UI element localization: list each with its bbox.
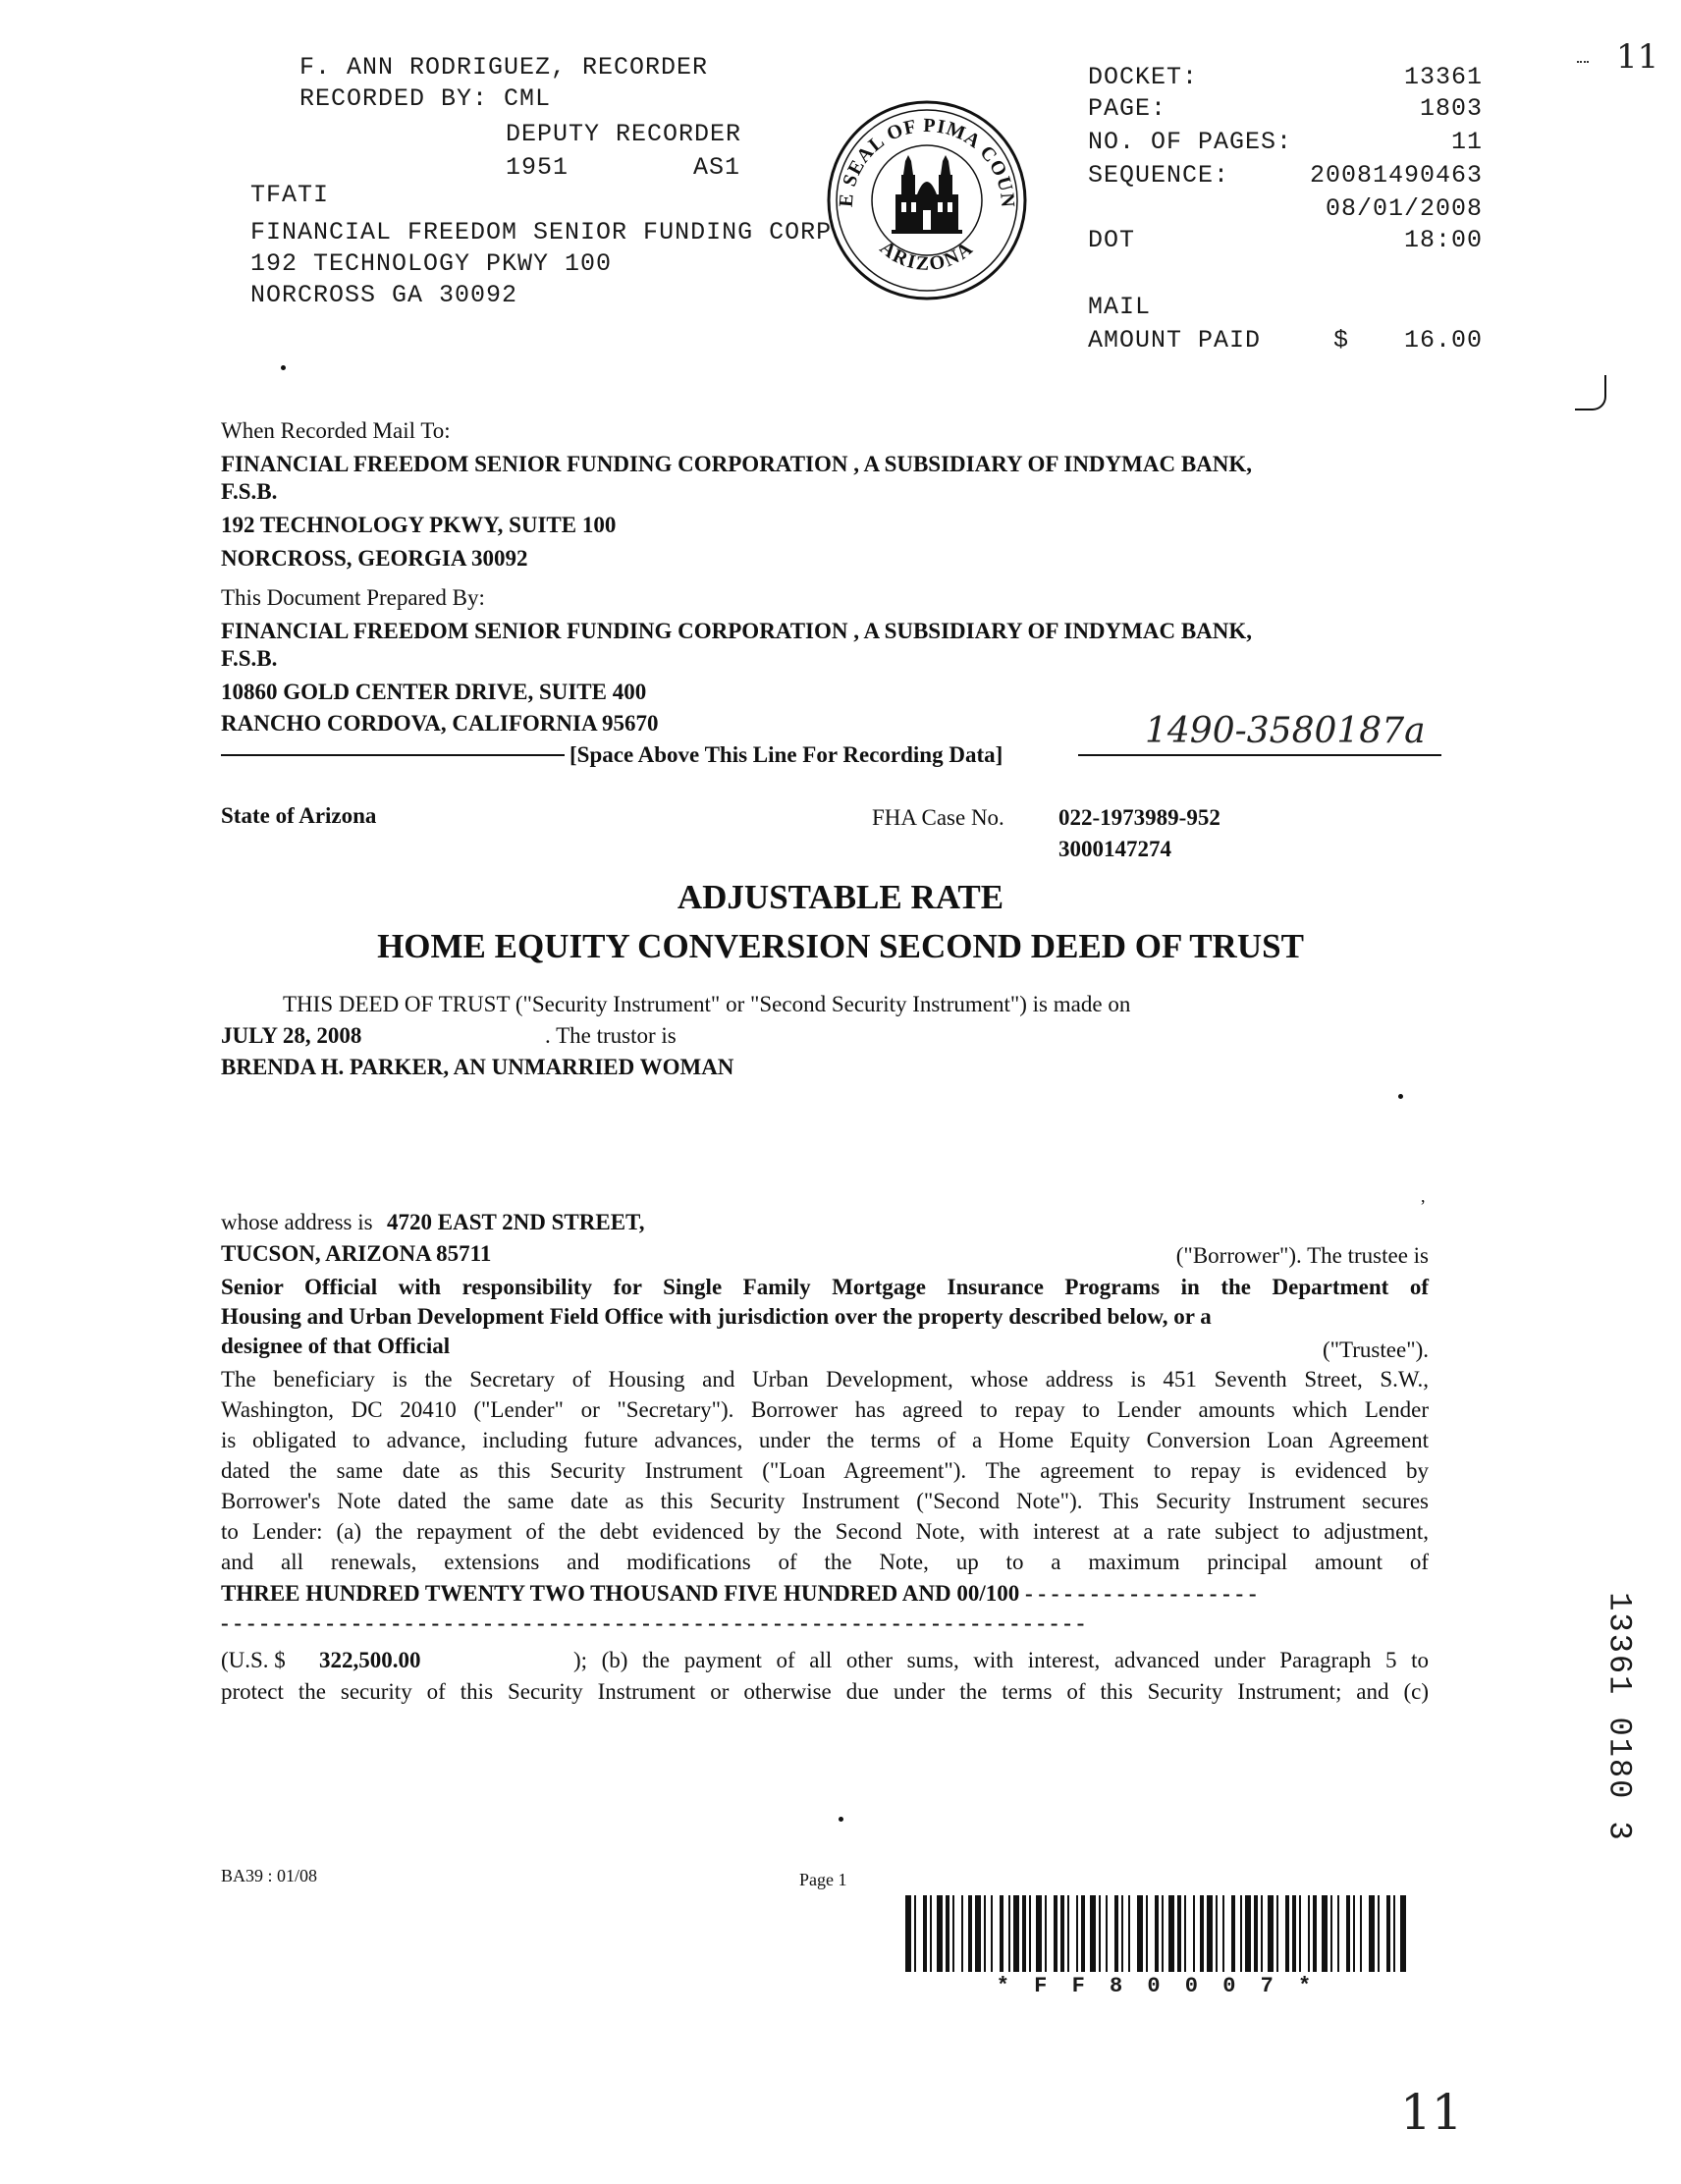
sequence-label: SEQUENCE:: [1088, 161, 1230, 190]
page-value: 1803: [1419, 94, 1483, 123]
amount-dash-fill: - - - - - - - - - - - - - - - - - - - - - - - - - - - - - - - - - - - - - - - - - - - - - - - - - - - - - - - - - - - - - - - - - -: [221, 1611, 1085, 1635]
vertical-stamp-text: 13361 0180 3: [1600, 1592, 1638, 1842]
barcode-bar: [1054, 1895, 1057, 1972]
paragraph-line-2: Washington, DC 20410 ("Lender" or "Secretary"). Borrower has agreed to repay to Lender amounts which Lender: [221, 1397, 1429, 1422]
barcode-bar: [1184, 1895, 1186, 1972]
trustor-is: . The trustor is: [545, 1023, 677, 1048]
trustee-line-2: Housing and Urban Development Field Office with jurisdiction over the property described below, or a: [221, 1304, 1212, 1329]
document-title-line-2: HOME EQUITY CONVERSION SECOND DEED OF TRUST: [377, 927, 1304, 965]
property-street: 4720 EAST 2ND STREET,: [387, 1210, 645, 1234]
crop-mark: [1575, 375, 1606, 410]
barcode-bar: [1162, 1895, 1164, 1972]
barcode-bar: [991, 1895, 993, 1972]
barcode-bar: [968, 1895, 972, 1972]
barcode-text: * F F 8 0 0 0 7 *: [996, 1974, 1318, 1998]
barcode-bar: [1000, 1895, 1003, 1972]
amount-paid-value: 16.00: [1403, 326, 1483, 355]
barcode-bar: [1168, 1895, 1174, 1972]
recorder-code-2: AS1: [693, 153, 741, 182]
barcode-bar: [1060, 1895, 1064, 1972]
barcode-bar: [1128, 1895, 1130, 1972]
trustee-tag: ("Trustee").: [1322, 1338, 1429, 1362]
barcode-bar: [923, 1895, 927, 1972]
pima-county-seal: [823, 96, 1031, 304]
handwritten-loan-number: 1490-3580187a: [1145, 711, 1426, 751]
barcode-bar: [1155, 1895, 1159, 1972]
barcode-bar: [914, 1895, 916, 1972]
barcode-bar: [961, 1895, 963, 1972]
scan-speck: [839, 1817, 843, 1822]
form-code: BA39 : 01/08: [221, 1866, 318, 1885]
no-of-pages-value: 11: [1450, 128, 1483, 156]
barcode-bar: [1240, 1895, 1242, 1972]
bottom-handwritten-mark: 11: [1400, 2084, 1463, 2141]
barcode-bar: [1254, 1895, 1258, 1972]
prepared-by-line-3: 10860 GOLD CENTER DRIVE, SUITE 400: [221, 680, 647, 704]
scan-speck: ,: [1421, 1186, 1426, 1206]
us-amount-prefix: (U.S. $: [221, 1648, 286, 1672]
recorded-by: RECORDED BY: CML: [299, 84, 552, 113]
intro-line: THIS DEED OF TRUST ("Security Instrument" or "Second Security Instrument") is made on: [283, 992, 1131, 1016]
mail-to-line-2: F.S.B.: [221, 479, 278, 504]
prepared-by-line-1: FINANCIAL FREEDOM SENIOR FUNDING CORPORATION , A SUBSIDIARY OF INDYMAC BANK,: [221, 619, 1253, 643]
state-label: State of Arizona: [221, 803, 377, 828]
barcode-bar: [1353, 1895, 1355, 1972]
paragraph-line-1: The beneficiary is the Secretary of Housing and Urban Development, whose address is 451 Seventh Street, S.W.,: [221, 1367, 1429, 1392]
space-above-label: [Space Above This Line For Recording Data]: [569, 742, 1003, 767]
vertical-margin-stamp: [1601, 1589, 1637, 1844]
recorder-address-2: NORCROSS GA 30092: [250, 281, 518, 309]
barcode-bar: [1114, 1895, 1118, 1972]
barcode-bar: [1193, 1895, 1195, 1972]
mail-to-line-3: 192 TECHNOLOGY PKWY, SUITE 100: [221, 513, 617, 537]
barcode-bar: [1022, 1895, 1026, 1972]
scan-speck: [281, 365, 286, 370]
barcode-bar: [946, 1895, 949, 1972]
page-label: PAGE:: [1088, 94, 1167, 123]
recorder-address-1: 192 TECHNOLOGY PKWY 100: [250, 249, 613, 278]
barcode-bar: [1360, 1895, 1362, 1972]
barcode-bar: [1090, 1895, 1096, 1972]
barcode-bar: [1099, 1895, 1101, 1972]
prepared-by-heading: This Document Prepared By:: [221, 585, 485, 610]
mail-to-heading: When Recorded Mail To:: [221, 418, 451, 443]
svg-text:ARIZONA: [876, 237, 978, 275]
amount-currency: $: [1333, 326, 1350, 355]
barcode-bar: [975, 1895, 981, 1972]
docket-label: DOCKET:: [1088, 63, 1199, 91]
document-title-line-1: ADJUSTABLE RATE: [677, 878, 1004, 916]
fha-case-number: 022-1973989-952: [1058, 805, 1220, 830]
barcode-bar: [1106, 1895, 1108, 1972]
paragraph-line-7: and all renewals, extensions and modifications of the Note, up to a maximum principal amount of: [221, 1550, 1429, 1574]
whose-address-label: whose address is: [221, 1210, 373, 1234]
seal-top-text: E SEAL OF PIMA COUN: [835, 114, 1019, 209]
barcode-bar: [1177, 1895, 1181, 1972]
paragraph-line-6: to Lender: (a) the repayment of the debt evidenced by the Second Note, with interest at a rate subject to adjustment,: [221, 1519, 1429, 1544]
barcode-bar: [1013, 1895, 1019, 1972]
barcode-bar: [1386, 1895, 1390, 1972]
borrower-trustee-label: ("Borrower"). The trustee is: [1175, 1243, 1429, 1268]
barcode-bar: [1222, 1895, 1224, 1972]
recording-time: 18:00: [1403, 226, 1483, 254]
loan-number: 3000147274: [1058, 837, 1171, 861]
mail-label: MAIL: [1088, 293, 1152, 321]
paragraph-last-line: protect the security of this Security Instrument or otherwise due under the terms of this Security Instrument; and (c): [221, 1679, 1429, 1704]
barcode-bar: [1393, 1895, 1395, 1972]
property-city: TUCSON, ARIZONA 85711: [221, 1241, 492, 1266]
barcode-bar: [1146, 1895, 1148, 1972]
barcode-bar: [1346, 1895, 1350, 1972]
trustor-name: BRENDA H. PARKER, AN UNMARRIED WOMAN: [221, 1055, 734, 1079]
barcode-bar: [1008, 1895, 1010, 1972]
barcode-bar: [1067, 1895, 1069, 1972]
docket-value: 13361: [1403, 63, 1483, 91]
prepared-by-line-2: F.S.B.: [221, 646, 278, 671]
barcode: [901, 1895, 1412, 1974]
amount-in-words: THREE HUNDRED TWENTY TWO THOUSAND FIVE HUNDRED AND 00/100 - - - - - - - - - - - - - - - - - -: [221, 1581, 1257, 1606]
page-number: Page 1: [799, 1870, 847, 1889]
recorder-company: FINANCIAL FREEDOM SENIOR FUNDING CORP: [250, 218, 833, 246]
barcode-bar: [1216, 1895, 1218, 1972]
scan-speck: [1398, 1094, 1403, 1099]
sequence-value: 20081490463: [1309, 161, 1483, 190]
doc-type-label: DOT: [1088, 226, 1136, 254]
barcode-bar: [1245, 1895, 1251, 1972]
barcode-bar: [1121, 1895, 1123, 1972]
recorder-code-1: 1951: [506, 153, 569, 182]
paragraph-line-5: Borrower's Note dated the same date as this Security Instrument ("Second Note"). This Security Instrument secures: [221, 1489, 1429, 1513]
prepared-by-line-4: RANCHO CORDOVA, CALIFORNIA 95670: [221, 711, 659, 736]
barcode-bar: [1261, 1895, 1263, 1972]
mail-to-line-4: NORCROSS, GEORGIA 30092: [221, 546, 528, 571]
recorder-code-3: TFATI: [250, 181, 330, 209]
paragraph-line-3: is obligated to advance, including future advances, under the terms of a Home Equity Conversion Loan Agreement: [221, 1428, 1429, 1452]
barcode-bar: [1137, 1895, 1143, 1972]
barcode-bar: [905, 1895, 911, 1972]
recording-rule-left: [221, 754, 565, 756]
deputy-recorder: DEPUTY RECORDER: [506, 120, 742, 148]
corner-dotted-mark: [1577, 61, 1589, 63]
barcode-bar: [1299, 1895, 1301, 1972]
paragraph-line-4: dated the same date as this Security Instrument ("Loan Agreement"). The agreement to repay is evidenced by: [221, 1458, 1429, 1483]
barcode-bar: [1081, 1895, 1085, 1972]
barcode-bar: [1337, 1895, 1339, 1972]
barcode-bar: [1045, 1895, 1047, 1972]
barcode-bar: [1308, 1895, 1310, 1972]
mail-to-line-1: FINANCIAL FREEDOM SENIOR FUNDING CORPORATION , A SUBSIDIARY OF INDYMAC BANK,: [221, 452, 1253, 476]
barcode-bar: [1268, 1895, 1274, 1972]
barcode-bar: [952, 1895, 954, 1972]
barcode-bar: [1400, 1895, 1406, 1972]
barcode-bar: [1076, 1895, 1078, 1972]
fha-case-label: FHA Case No.: [872, 805, 1004, 830]
amount-paid-label: AMOUNT PAID: [1088, 326, 1262, 355]
barcode-bar: [1313, 1895, 1317, 1972]
barcode-bar: [930, 1895, 932, 1972]
barcode-bar: [1200, 1895, 1204, 1972]
trustee-line-1: Senior Official with responsibility for Single Family Mortgage Insurance Programs in the Department of: [221, 1275, 1429, 1299]
us-amount-value: 322,500.00: [319, 1648, 421, 1672]
barcode-bar: [937, 1895, 943, 1972]
barcode-bar: [1330, 1895, 1332, 1972]
barcode-bar: [1029, 1895, 1031, 1972]
barcode-bar: [1285, 1895, 1289, 1972]
seal-bottom-text: ARIZONA: [875, 237, 979, 276]
us-amount-rest: ); (b) the payment of all other sums, with interest, advanced under Paragraph 5 to: [573, 1648, 1429, 1672]
barcode-bar: [1276, 1895, 1278, 1972]
trustee-line-3: designee of that Official: [221, 1334, 451, 1358]
barcode-bar: [1231, 1895, 1235, 1972]
recorder-name: F. ANN RODRIGUEZ, RECORDER: [299, 53, 709, 82]
barcode-bar: [1292, 1895, 1296, 1972]
no-of-pages-label: NO. OF PAGES:: [1088, 128, 1293, 156]
barcode-bar: [1207, 1895, 1213, 1972]
barcode-bar: [1036, 1895, 1042, 1972]
barcode-bar: [1322, 1895, 1328, 1972]
deed-date: JULY 28, 2008: [221, 1023, 362, 1048]
barcode-bar: [1369, 1895, 1375, 1972]
recording-date: 08/01/2008: [1325, 194, 1483, 223]
recording-rule-right: [1078, 754, 1441, 756]
barcode-bar: [1378, 1895, 1380, 1972]
barcode-bar: [984, 1895, 986, 1972]
corner-handwritten-mark: 11: [1616, 37, 1659, 77]
